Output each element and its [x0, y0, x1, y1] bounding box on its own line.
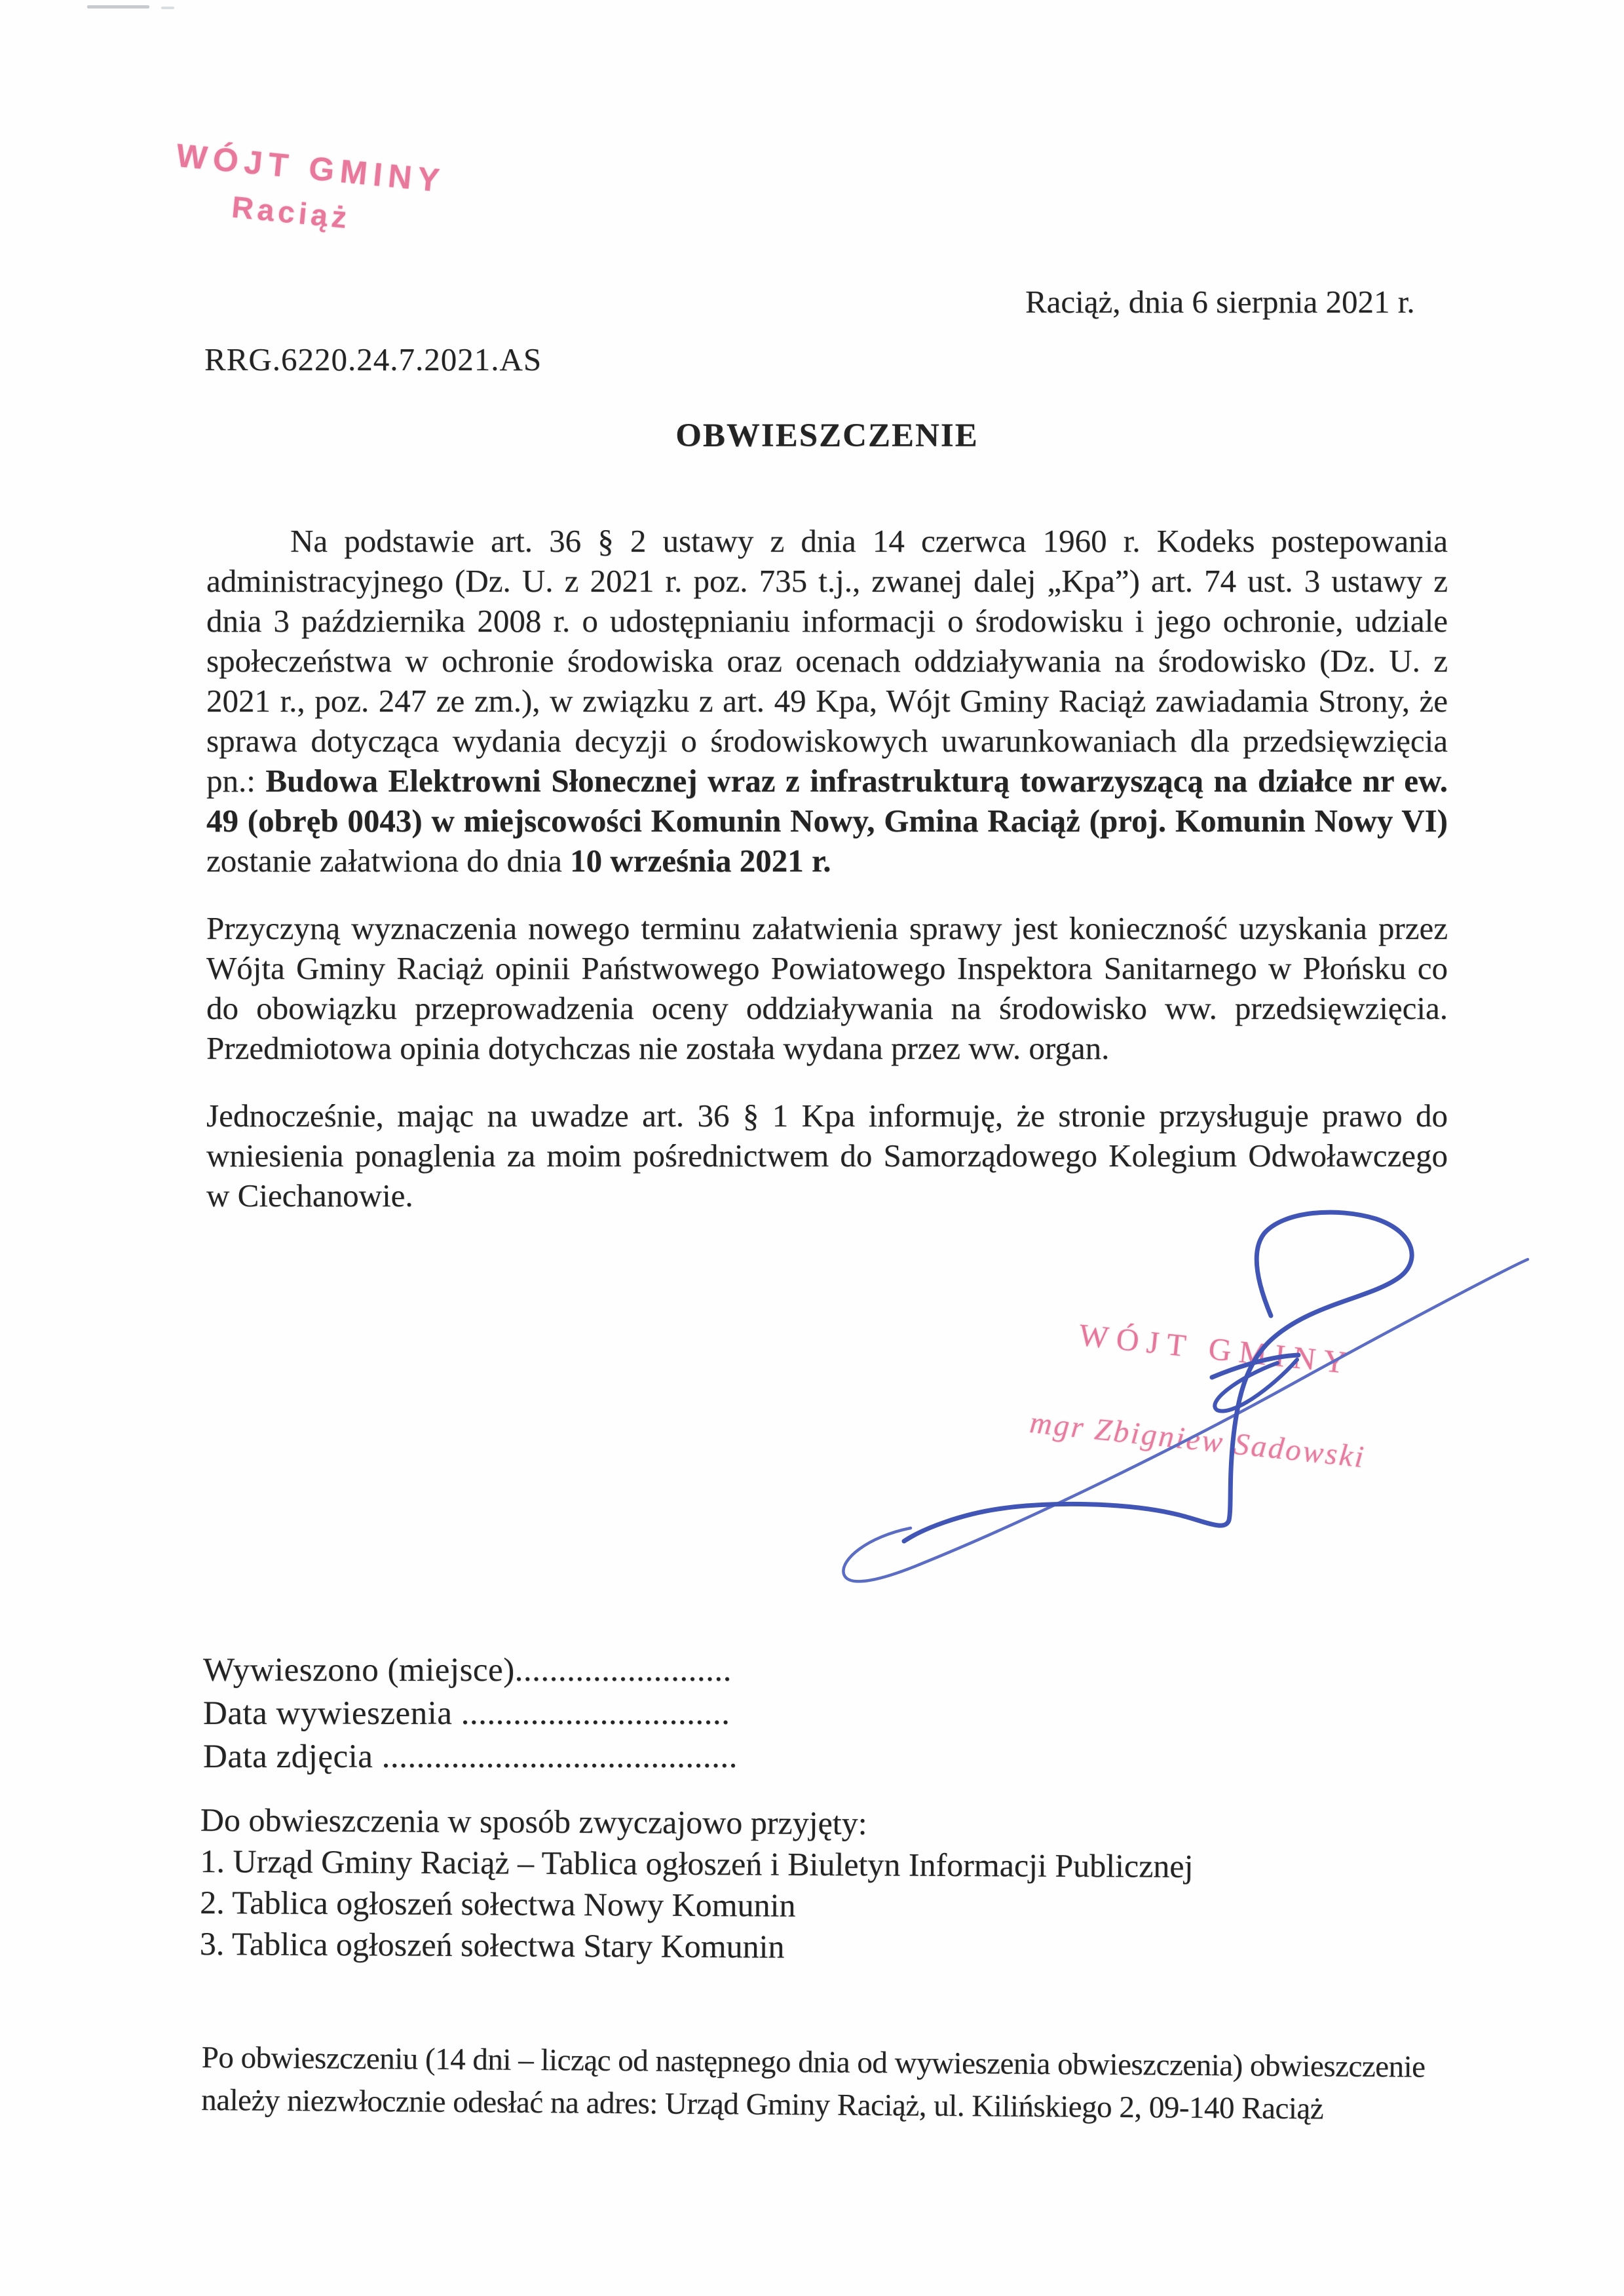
header-office-stamp	[170, 136, 447, 244]
reference-number: RRG.6220.24.7.2021.AS	[204, 341, 542, 377]
distribution-item: 1. Urząd Gminy Raciąż – Tablica ogłoszeń i Biuletyn Informacji Publicznej	[200, 1842, 1194, 1885]
posting-record-block	[203, 1649, 738, 1778]
stamp-office-name: WÓJT GMINY	[174, 136, 447, 200]
distribution-item: 3. Tablica ogłoszeń sołectwa Stary Komunin	[199, 1924, 785, 1965]
paragraph-text: Na podstawie art. 36 § 2 ustawy z dnia 14 czerwca 1960 r. Kodeks postepowania administracyjnego (Dz. U. z 2021 r. poz. 735 t.j., zwanej dalej „Kpa”) art. 74 ust. 3 ustawy z dnia 3 października 2008 r. o udostępnianiu informacji o środowisku i jego ochronie, udziale społeczeństwa w ochronie środowiska oraz ocenach oddziaływania na środowisko (Dz. U. z 2021 r., poz. 247 ze zm.), w związku z art. 49 Kpa, Wójt Gminy Raciąż zawiadamia Strony, że sprawa dotycząca wydania decyzji o środowiskowych uwarunkowaniach dla przedsięwzięcia pn.:	[206, 523, 1448, 799]
paragraph-extension-reason: Przyczyną wyznaczenia nowego terminu załatwienia sprawy jest konieczność uzyskania przez Wójta Gminy Raciąż opinii Państwowego Powiatowego Inspektora Sanitarnego w Płońsku co do obowiązku przeprowadzenia oceny oddziaływania na środowisko ww. przedsięwzięcia. Przedmiotowa opinia dotychczas nie została wydana przez ww. organ.	[206, 910, 1448, 1066]
signature-stamp-name: mgr Zbigniew Sadowski	[1028, 1405, 1367, 1475]
removal-date-line: Data zdjęcia .........................................	[203, 1738, 738, 1775]
signature-stroke-loop-stem	[904, 1212, 1412, 1541]
scan-artifact-dash	[87, 5, 149, 9]
paragraph-appeal-rights: Jednocześnie, mając na uwadze art. 36 § 1 Kpa informuję, że stronie przysługuje prawo do wniesienia ponaglenia za moim pośrednictwem do Samorządowego Kolegium Odwoławczego w Ciechanowie.	[206, 1098, 1448, 1214]
return-instruction-line: Po obwieszczeniu (14 dni – licząc od następnego dnia od wywieszenia obwieszczenia) obwieszczenie	[201, 2040, 1426, 2084]
signature-stamp-title: WÓJT GMINY	[1077, 1317, 1356, 1381]
handwritten-signature-ink	[812, 1206, 1546, 1599]
distribution-item: 2. Tablica ogłoszeń sołectwa Nowy Komunin	[200, 1883, 796, 1924]
deadline-date-bold: 10 września 2021 r.	[570, 843, 831, 879]
paragraph-legal-basis	[206, 521, 1448, 881]
signature-stroke-diagonal	[843, 1259, 1528, 1581]
scan-artifact-dash	[161, 7, 174, 9]
distribution-header: Do obwieszczenia w sposób zwyczajowo przyjęty:	[200, 1801, 867, 1842]
document-date: Raciąż, dnia 6 sierpnia 2021 r.	[1025, 284, 1415, 320]
distribution-list	[200, 1799, 1194, 1970]
paragraph-text: zostanie załatwiona do dnia	[206, 843, 571, 879]
return-instruction-note	[201, 2037, 1426, 2132]
posting-place-line: Wywieszono (miejsce).........................	[203, 1652, 732, 1689]
project-name-bold: Budowa Elektrowni Słonecznej wraz z infrastrukturą towarzyszącą na działce nr ew. 49 (obręb 0043) w miejscowości Komunin Nowy, Gmina Raciąż (proj. Komunin Nowy VI)	[206, 763, 1448, 839]
document-title: OBWIESZCZENIE	[675, 417, 979, 454]
posting-date-line: Data wywieszenia ...............................	[203, 1695, 730, 1732]
stamp-office-town: Raciąż	[230, 189, 352, 235]
return-instruction-line: należy niezwłocznie odesłać na adres: Urząd Gminy Raciąż, ul. Kilińskiego 2, 09-140 Raciąż	[201, 2082, 1324, 2126]
